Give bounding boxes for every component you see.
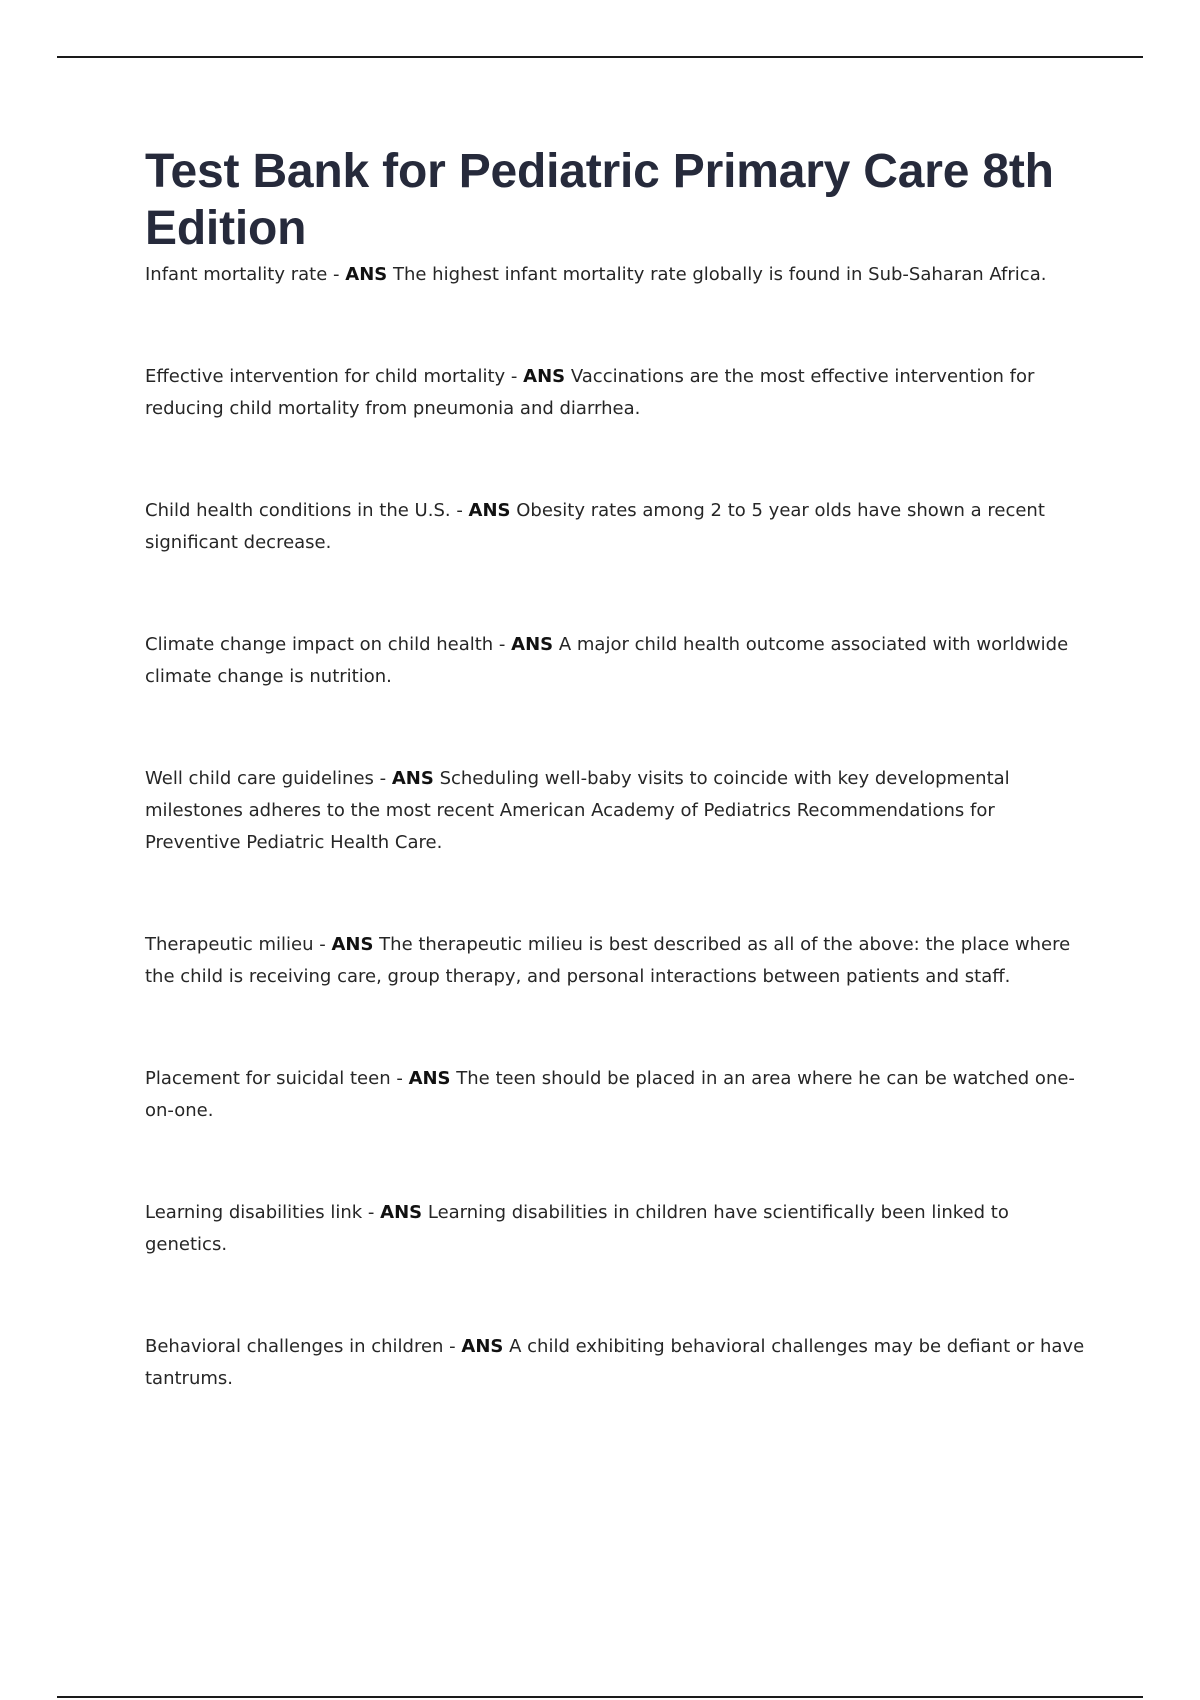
qa-question: Behavioral challenges in children bbox=[145, 1336, 444, 1357]
qa-separator: - bbox=[313, 934, 332, 955]
qa-answer: Learning disabilities in children have scientifically been linked to genetics. bbox=[145, 1202, 1009, 1255]
qa-answer: Obesity rates among 2 to 5 year olds have shown a recent significant decrease. bbox=[145, 500, 1045, 553]
qa-question: Therapeutic milieu bbox=[145, 934, 314, 955]
qa-answer: The teen should be placed in an area where he can be watched one-on-one. bbox=[145, 1068, 1075, 1121]
answer-tag: ANS bbox=[331, 934, 374, 955]
qa-item bbox=[145, 361, 1085, 425]
qa-question: Well child care guidelines bbox=[145, 768, 374, 789]
answer-tag: ANS bbox=[511, 634, 554, 655]
qa-separator: - bbox=[362, 1202, 381, 1223]
qa-answer: A child exhibiting behavioral challenges may be defiant or have tantrums. bbox=[145, 1336, 1085, 1389]
bottom-divider bbox=[57, 1696, 1143, 1698]
answer-tag: ANS bbox=[391, 768, 434, 789]
qa-item bbox=[145, 1197, 1085, 1261]
qa-answer: The highest infant mortality rate globally is found in Sub-Saharan Africa. bbox=[392, 264, 1047, 285]
document-title: Test Bank for Pediatric Primary Care 8th Edition bbox=[145, 145, 1054, 255]
qa-question: Placement for suicidal teen bbox=[145, 1068, 391, 1089]
qa-item bbox=[145, 259, 1085, 291]
qa-item bbox=[145, 1063, 1085, 1127]
qa-separator: - bbox=[390, 1068, 409, 1089]
qa-item bbox=[145, 929, 1085, 993]
qa-question: Climate change impact on child health bbox=[145, 634, 494, 655]
answer-tag: ANS bbox=[468, 500, 511, 521]
qa-question: Effective intervention for child mortality bbox=[145, 366, 506, 387]
qa-separator: - bbox=[505, 366, 524, 387]
qa-item bbox=[145, 495, 1085, 559]
answer-tag: ANS bbox=[380, 1202, 423, 1223]
qa-separator: - bbox=[450, 500, 469, 521]
qa-separator: - bbox=[327, 264, 346, 285]
top-divider bbox=[57, 56, 1143, 58]
qa-answer: The therapeutic milieu is best described as all of the above: the place where the child is receiving care, group therapy, and personal interactions between patients and staff. bbox=[145, 934, 1071, 987]
qa-answer: Scheduling well-baby visits to coincide with key developmental milestones adheres to the most recent American Academy of Pediatrics Recommendations for Preventive Pediatric Health Care. bbox=[145, 768, 1010, 853]
qa-question: Child health conditions in the U.S. bbox=[145, 500, 451, 521]
qa-answer: A major child health outcome associated with worldwide climate change is nutrition. bbox=[145, 634, 1069, 687]
qa-item bbox=[145, 629, 1085, 693]
answer-tag: ANS bbox=[523, 366, 566, 387]
qa-item bbox=[145, 763, 1085, 859]
qa-separator: - bbox=[493, 634, 512, 655]
qa-answer: Vaccinations are the most effective intervention for reducing child mortality from pneumonia and diarrhea. bbox=[145, 366, 1035, 419]
qa-list bbox=[145, 259, 1085, 1395]
qa-separator: - bbox=[443, 1336, 462, 1357]
answer-tag: ANS bbox=[408, 1068, 451, 1089]
qa-separator: - bbox=[373, 768, 392, 789]
answer-tag: ANS bbox=[461, 1336, 504, 1357]
document-body bbox=[145, 143, 1085, 1465]
qa-item bbox=[145, 1331, 1085, 1395]
answer-tag: ANS bbox=[345, 264, 388, 285]
qa-question: Learning disabilities link bbox=[145, 1202, 363, 1223]
qa-question: Infant mortality rate bbox=[145, 264, 328, 285]
